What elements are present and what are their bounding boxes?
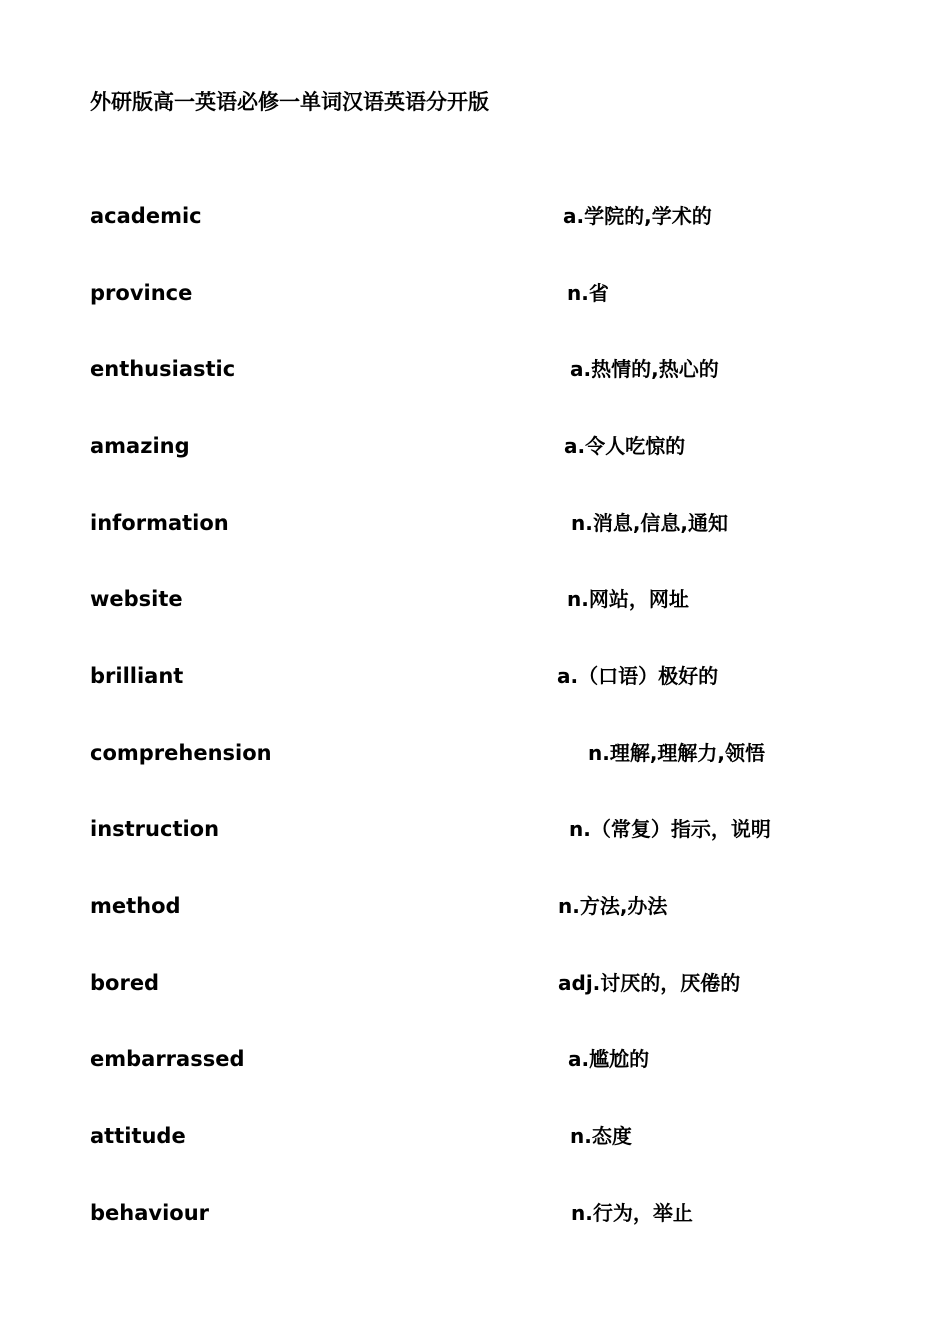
english-word: comprehension: [90, 741, 272, 765]
vocab-row: [0, 1120, 950, 1152]
chinese-meaning: n.消息,信息,通知: [571, 511, 729, 535]
vocab-row: [0, 813, 950, 845]
english-word: behaviour: [90, 1201, 210, 1225]
document-title: 外研版高一英语必修一单词汉语英语分开版: [90, 90, 489, 114]
vocab-row: [0, 277, 950, 309]
chinese-meaning: a.（口语）极好的: [557, 664, 719, 688]
vocab-row: [0, 430, 950, 462]
english-word: amazing: [90, 434, 190, 458]
english-word: enthusiastic: [90, 357, 236, 381]
vocab-row: [0, 890, 950, 922]
chinese-meaning: n.理解,理解力,领悟: [588, 741, 766, 765]
vocab-row: [0, 1043, 950, 1075]
english-word: information: [90, 511, 229, 535]
chinese-meaning: a.热情的,热心的: [570, 357, 719, 381]
vocab-row: [0, 200, 950, 232]
chinese-meaning: n.（常复）指示，说明: [569, 817, 771, 841]
english-word: method: [90, 894, 181, 918]
english-word: bored: [90, 971, 160, 995]
vocab-row: [0, 737, 950, 769]
english-word: attitude: [90, 1124, 186, 1148]
chinese-meaning: n.省: [567, 281, 609, 305]
vocab-row: [0, 1197, 950, 1229]
english-word: instruction: [90, 817, 220, 841]
english-word: brilliant: [90, 664, 184, 688]
vocab-row: [0, 507, 950, 539]
chinese-meaning: a.学院的,学术的: [563, 204, 712, 228]
chinese-meaning: n.网站，网址: [567, 587, 689, 611]
chinese-meaning: a.尴尬的: [568, 1047, 650, 1071]
chinese-meaning: n.方法,办法: [558, 894, 668, 918]
chinese-meaning: a.令人吃惊的: [564, 434, 686, 458]
chinese-meaning: n.行为，举止: [571, 1201, 693, 1225]
chinese-meaning: adj.讨厌的，厌倦的: [558, 971, 741, 995]
english-word: province: [90, 281, 193, 305]
vocab-row: [0, 353, 950, 385]
english-word: embarrassed: [90, 1047, 245, 1071]
english-word: website: [90, 587, 183, 611]
chinese-meaning: n.态度: [570, 1124, 632, 1148]
vocab-row: [0, 583, 950, 615]
vocab-row: [0, 967, 950, 999]
vocab-row: [0, 660, 950, 692]
english-word: academic: [90, 204, 202, 228]
